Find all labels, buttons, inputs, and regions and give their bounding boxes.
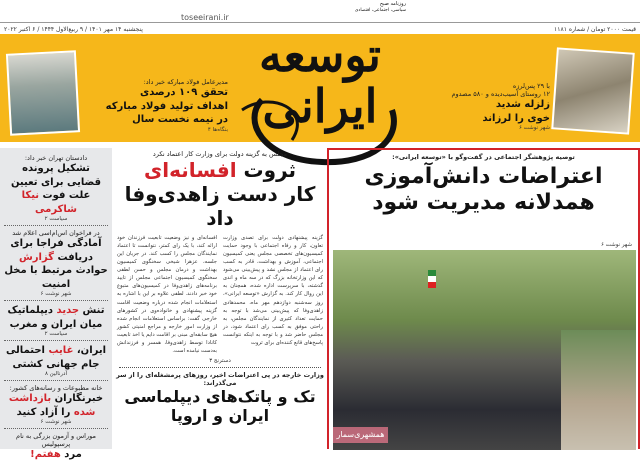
list-item[interactable] — [4, 381, 108, 429]
list-item[interactable] — [4, 429, 108, 465]
kicker: دادستان تهران خبر داد: — [24, 154, 88, 162]
list-item[interactable] — [4, 226, 108, 301]
headline-line: تحقق ۱۰۹ درصدی — [140, 87, 228, 98]
price-issue: قیمت ۲۰۰۰ تومان / شماره ۱۱۸۱ — [554, 26, 636, 33]
kicker: موراس و آزمون بزرگی به نام پرسپولیس — [16, 432, 96, 448]
page-ref: سیاست ۲ — [44, 331, 68, 337]
band-left-story[interactable] — [96, 78, 228, 133]
headline: آمادگی فراجا برای دریافت — [10, 238, 102, 263]
list-item[interactable] — [4, 151, 108, 226]
main-headline[interactable] — [115, 158, 325, 182]
page-ref: بنگاه‌ها ۴ — [207, 126, 228, 133]
page-ref: شهر نوشت ۶ — [600, 242, 632, 248]
body-column: افسانه‌ای و نیز وضعیت تابعیت فرزندان خود ارائه کند، با یک رای کمتر، نتوانست تا اعتماد نمایندگان مجلس را کسب کند. در جریان این جلسه، عزهرا شیخی سخنگوی کمیسیون بهداشت و درمان مجلس و حسن لطفی سخنگوی کمیسیون اجتماعی مجلس از تایید برنامه‌های زاهدی‌وفا در کمیسیون‌های متبوع خود خبر دادند. لطفی علاوه بر این با اشاره به استعلامات انجام شده درباره وضعیت اقامت گزینه پیشنهادی و خانواده‌وی در کشورهای خارجی گفت: براساس استعلامات انجام شده از وزارت امور خارجه و مراجع امنیتی کشور هیچ سابقه‌ای مبنی بر اقامت دایم یا اخذ تابعیت کانادا توسط زاهدی‌وفا، همسر و فرزندانش به‌دست نیامده است. — [117, 235, 217, 354]
lead-story — [327, 148, 640, 449]
headline-highlight: غایب — [48, 345, 74, 356]
left-news-column — [0, 148, 112, 460]
kicker: وزارت خارجه در پی اعتراضات اخیر، روزهای پرمشغله‌ای را از سر می‌گذراند: — [116, 371, 324, 387]
headline: ثروت — [236, 158, 297, 182]
body-column: گزینه پیشنهادی دولت برای تصدی وزارت تعاون، کار و رفاه اجتماعی با وجود حمایت کمیسیون‌های تخصصی مجلس یعنی کمیسیون اجتماعی، آموزش و بهداشت، قادر به کسب رای اعتماد از مجلس نشد و پیش‌بینی می‌شود که این وزارتخانه بزرگ که در سه ماه و اندی گذشته، با سرپرست اداره شده، همچنان به این روال کار کند. به گزارش «توسعه ایرانی»، روز سه‌شنبه دوازدهم مهر ماه، محمدهادی زاهدی‌وفا که پیش‌بینی می‌شد با توجه به حمایت تعداد کثیری از نمایندگان مجلس، به راحتی موفق به کسب رای اعتماد شود، در مجلس حاضر شد و با توجه به اینکه نتوانست پاسخ‌های قانع کننده‌ای برای ثروت — [223, 235, 323, 346]
headline-line: خوی را لرزاند — [482, 112, 550, 124]
logo-tagline: سیاسی، اجتماعی، اقتصادی — [354, 8, 406, 13]
headline-highlight: گزارش — [18, 251, 54, 263]
kicker: ۱۲ روستای آسیب‌دیده و ۵۸۰ مصدوم — [451, 90, 550, 98]
headline: دیپلماتیک میان ایران و مغرب — [7, 305, 103, 330]
second-headline[interactable]: تک و پاتک‌های دیپلماسی ایران و اروپا — [124, 387, 316, 426]
logo — [232, 0, 408, 168]
headline-line: در نیمه نخست سال — [132, 114, 228, 125]
issue-date: پنجشنبه ۱۴ مهر ۱۴۰۱ / ۹ ربیع‌الاول ۱۴۴۴ / ۶ اکتبر ۲۰۲۲ — [4, 26, 143, 33]
page-ref: آدرنالین ۸ — [44, 371, 68, 377]
headline: ایران، — [73, 345, 107, 356]
page-ref: شهر نوشت ۶ — [40, 419, 72, 425]
main-headline-line2: کار دست زاهدی‌وفا داد — [124, 182, 316, 230]
list-item[interactable] — [4, 341, 108, 381]
page-ref: سیاست ۲ — [44, 216, 68, 222]
steel-ceo-photo — [6, 50, 80, 136]
lead-headline[interactable]: اعتراضات دانش‌آموزی — [364, 164, 603, 189]
headline-line: زلزله شدید — [495, 99, 550, 110]
headline: مرد — [60, 449, 82, 460]
headline-highlight: بازداشت شده — [8, 393, 96, 418]
kicker: مدیرعامل فولاد مبارکه خبر داد: — [143, 78, 228, 86]
page-ref: شهر نوشت ۶ — [518, 125, 550, 131]
headline-highlight: هفتم! — [30, 449, 61, 460]
band-right-story[interactable] — [435, 82, 550, 131]
headline-highlight: نیکا شاکرمی — [21, 190, 77, 215]
headline: خبرنگاران — [51, 393, 104, 404]
headline: تنش — [79, 305, 105, 316]
middle-story — [115, 148, 325, 449]
lead-headline-line2: همدلانه مدیریت شود — [372, 190, 595, 216]
watermark: همشهری‌سمار — [333, 427, 388, 443]
headline-line: اهداف تولید فولاد مبارکه — [105, 100, 228, 112]
kicker: در فراخوان اس‌ام‌اسی اعلام شد — [12, 229, 100, 237]
website[interactable]: toseeirani.ir — [178, 13, 232, 22]
kicker: خانه مطبوعات و رسانه‌های کشور: — [9, 384, 103, 392]
flag — [428, 270, 436, 288]
headline-highlight: جدید — [56, 305, 80, 316]
headline-highlight: افسانه‌ای — [143, 158, 237, 182]
list-item[interactable] — [4, 301, 108, 341]
kicker: با ۲۹ پس‌لرزه — [512, 82, 550, 90]
page-ref: دسترنج ۳ — [209, 358, 231, 364]
kicker: توصیه پژوهشگر اجتماعی در گفت‌وگو با «توسعه ایرانی»: — [392, 153, 575, 161]
earthquake-photo — [551, 47, 635, 134]
logo-subtitle: روزنامه صبح — [379, 1, 406, 7]
headline: تشکیل پرونده قضایی برای تعیین علت فوت — [10, 163, 102, 201]
page-ref: شهر نوشت ۶ — [40, 291, 72, 297]
headline: را آزاد کنید — [16, 406, 74, 418]
student-protest-photo — [333, 250, 636, 450]
headline: احتمالی جام جهانی کشتی — [5, 345, 100, 370]
kicker: مجلس به گزینه دولت برای وزارت کار اعتماد نکرد — [152, 150, 288, 158]
headline: حوادث مرتبط با مخل امنیت — [4, 265, 108, 290]
logo-title: توسعه ایرانی — [259, 28, 381, 133]
